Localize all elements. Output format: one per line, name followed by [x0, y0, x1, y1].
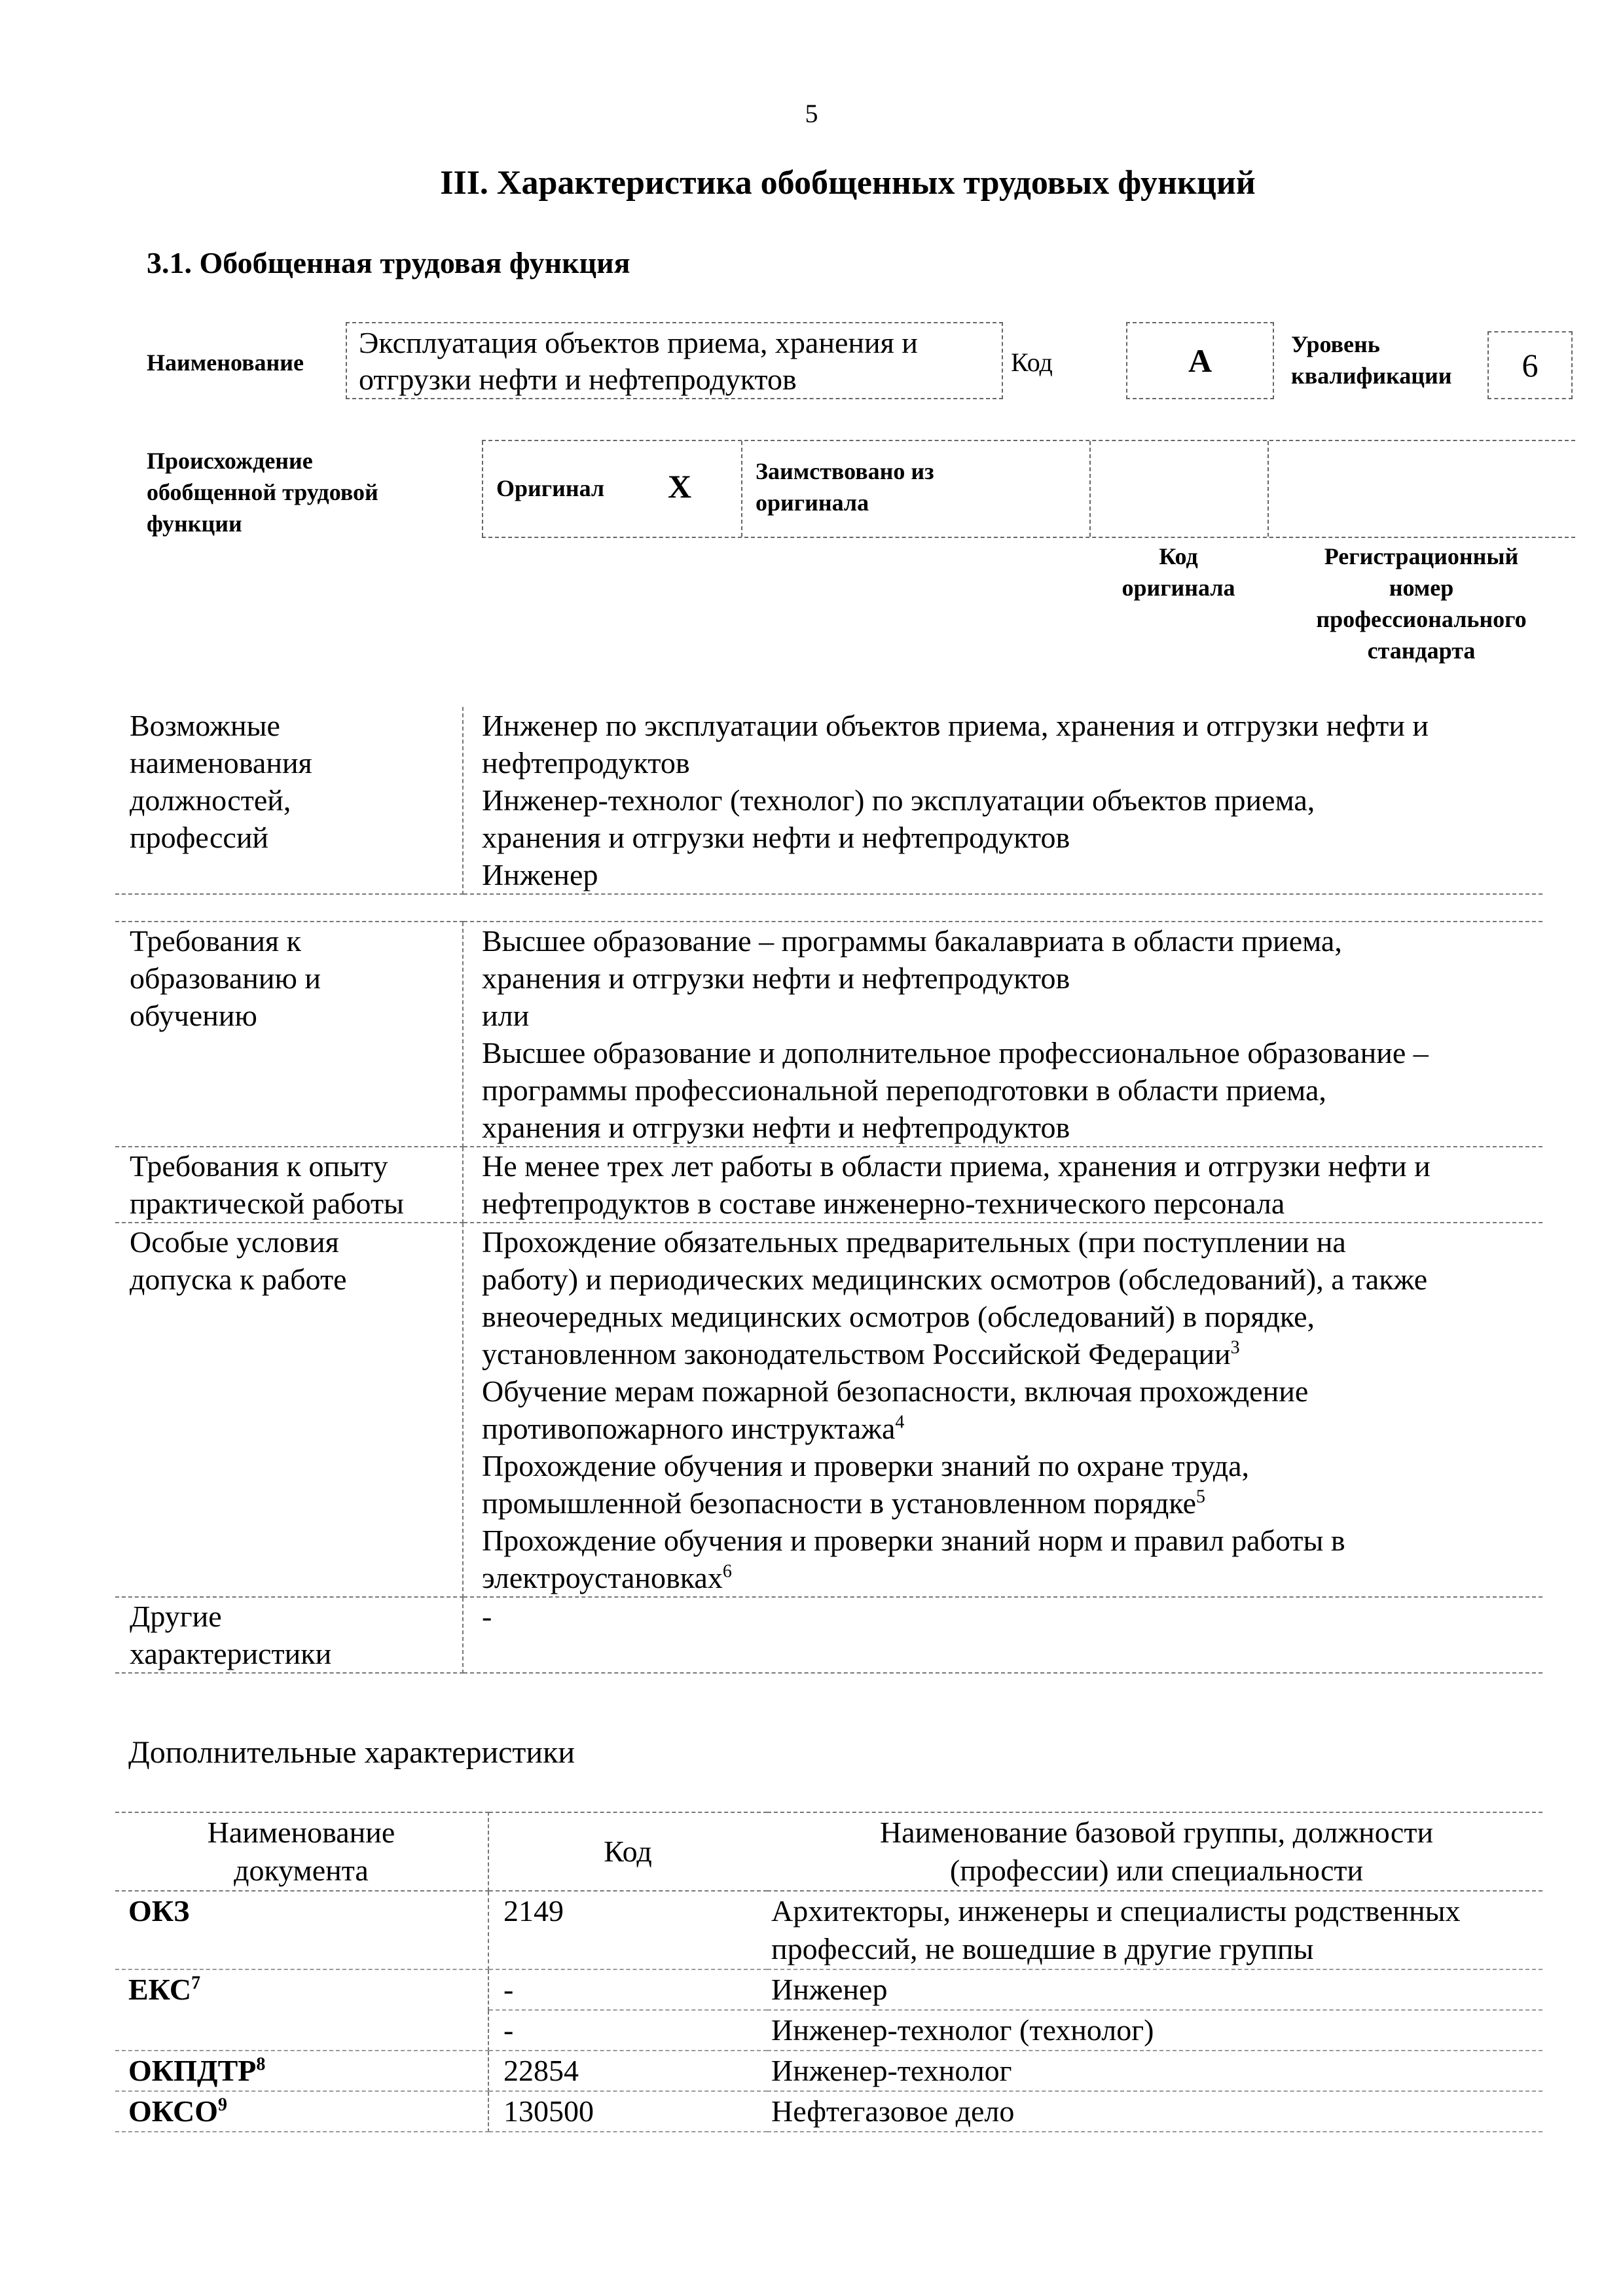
- table-row: [115, 1597, 1542, 1673]
- original-code-caption: [1089, 541, 1267, 603]
- doc-cell: ЕКС$^7$: [115, 1969, 488, 2010]
- original-mark: Х: [668, 468, 692, 505]
- table-row: [115, 2010, 1542, 2051]
- caption-line: номер: [1389, 575, 1454, 601]
- origin-label: [147, 445, 378, 539]
- caption-line: стандарта: [1367, 637, 1476, 664]
- name-cell: Нефтегазовое дело: [767, 2091, 1542, 2132]
- level-label-line: Уровень: [1291, 331, 1380, 357]
- table-row: [115, 1969, 1542, 2010]
- footnote-ref: 5: [1196, 1486, 1206, 1507]
- table-header-row: [115, 1812, 1542, 1891]
- positions-label: Возможные наименования должностей, профессий: [115, 707, 463, 894]
- original-label: Оригинал: [496, 475, 605, 501]
- section-title: III. Характеристика обобщенных трудовых функций: [440, 164, 1256, 202]
- name-cell: Инженер: [767, 1969, 1542, 2010]
- table-row: [115, 1891, 1542, 1969]
- borrowed-label: [756, 456, 934, 518]
- function-name-box: [346, 322, 1003, 399]
- origin-label-line: Происхождение: [147, 448, 313, 474]
- positions-value: Инженер по эксплуатации объектов приема, хранения и отгрузки нефти и нефтепродуктов Инженер-технолог (технолог) по эксплуатации объектов приема, хранения и отгрузки нефти и нефтепродуктов Инженер: [463, 707, 1542, 894]
- qualification-level-value: 6: [1487, 331, 1573, 399]
- table-row: [115, 707, 1542, 894]
- code-cell: 130500: [488, 2091, 767, 2132]
- borrowed-label-line: оригинала: [756, 490, 869, 516]
- header-code: Код: [488, 1812, 767, 1891]
- table-row: [115, 2051, 1542, 2091]
- footnote-ref: 4: [895, 1412, 905, 1433]
- name-cell: Инженер-технолог (технолог): [767, 2010, 1542, 2051]
- code-cell: 22854: [488, 2051, 767, 2091]
- function-name-line: Эксплуатация объектов приема, хранения и: [359, 326, 918, 359]
- caption-line: Код: [1159, 543, 1198, 569]
- origin-label-line: обобщенной трудовой: [147, 479, 378, 505]
- caption-line: профессионального: [1316, 606, 1527, 632]
- table-spacer: [115, 894, 1542, 922]
- borrowed-label-line: Заимствовано из: [756, 458, 934, 484]
- doc-cell: ОКЗ: [115, 1891, 488, 1969]
- doc-cell: ОКСО$^9$: [115, 2091, 488, 2132]
- education-label: Требования к образованию и обучению: [115, 922, 463, 1147]
- name-cell: Инженер-технолог: [767, 2051, 1542, 2091]
- qualification-level-label: [1291, 329, 1452, 391]
- code-cell: 2149: [488, 1891, 767, 1969]
- subsection-title: 3.1. Обобщенная трудовая функция: [147, 246, 630, 279]
- experience-label: Требования к опыту практической работы: [115, 1147, 463, 1223]
- table-row: [115, 1223, 1542, 1597]
- origin-reg-number-cell: [1267, 441, 1575, 537]
- conditions-value: Прохождение обязательных предварительных (при поступлении на работу) и периодических медицинских осмотров (обследований), а также внеочередных медицинских осмотров (обследований) в порядке, установленном законодательством Российской Федерации$^3$ Обучение мерам пожарной безопасности, включая прохождение противопожарного инструктажа$^4$ Прохождение обучения и проверки знаний по охране труда, промышленной безопасности в установленном порядке$^5$ Прохождение обучения и проверки знаний норм и правил работы в электроустановках$^6$: [463, 1223, 1542, 1597]
- code-cell: -: [488, 1969, 767, 2010]
- footnote-ref: 3: [1230, 1337, 1240, 1358]
- other-value: -: [463, 1597, 1542, 1673]
- doc-cell: [115, 2010, 488, 2051]
- characteristics-table: [115, 707, 1542, 1674]
- table-row: [115, 2091, 1542, 2132]
- code-cell: -: [488, 2010, 767, 2051]
- page-number: 5: [805, 99, 818, 128]
- caption-line: оригинала: [1122, 575, 1235, 601]
- origin-code-cell: [1089, 441, 1267, 537]
- origin-borrowed-cell: [741, 441, 1089, 537]
- doc-cell: ОКПДТР$^8$: [115, 2051, 488, 2091]
- table-row: [115, 1147, 1542, 1223]
- name-cell: Архитекторы, инженеры и специалисты родственных профессий, не вошедшие в другие группы: [767, 1891, 1542, 1969]
- footnote-ref: 6: [722, 1561, 732, 1582]
- caption-line: Регистрационный: [1324, 543, 1519, 569]
- origin-original-cell: [482, 441, 741, 537]
- header-name: Наименование базовой группы, должности (профессии) или специальности: [767, 1812, 1542, 1891]
- header-document: Наименование документа: [115, 1812, 488, 1891]
- code-value: А: [1126, 322, 1274, 399]
- other-label: Другие характеристики: [115, 1597, 463, 1673]
- conditions-label: Особые условия допуска к работе: [115, 1223, 463, 1597]
- origin-table: [482, 440, 1575, 538]
- additional-characteristics-table: [115, 1812, 1542, 2132]
- naming-label: Наименование: [147, 350, 304, 376]
- experience-value: Не менее трех лет работы в области приема, хранения и отгрузки нефти и нефтепродуктов в составе инженерно-технического персонала: [463, 1147, 1542, 1223]
- level-label-line: квалификации: [1291, 363, 1452, 389]
- function-name-line: отгрузки нефти и нефтепродуктов: [359, 363, 797, 396]
- code-label: Код: [1011, 348, 1053, 377]
- table-row: [115, 922, 1542, 1147]
- registration-number-caption: [1267, 541, 1575, 666]
- additional-characteristics-title: Дополнительные характеристики: [128, 1735, 575, 1770]
- origin-label-line: функции: [147, 511, 242, 537]
- education-value: Высшее образование – программы бакалавриата в области приема, хранения и отгрузки нефти и нефтепродуктов или Высшее образование и дополнительное профессиональное образование – программы профессиональной переподготовки в области приема, хранения и отгрузки нефти и нефтепродуктов: [463, 922, 1542, 1147]
